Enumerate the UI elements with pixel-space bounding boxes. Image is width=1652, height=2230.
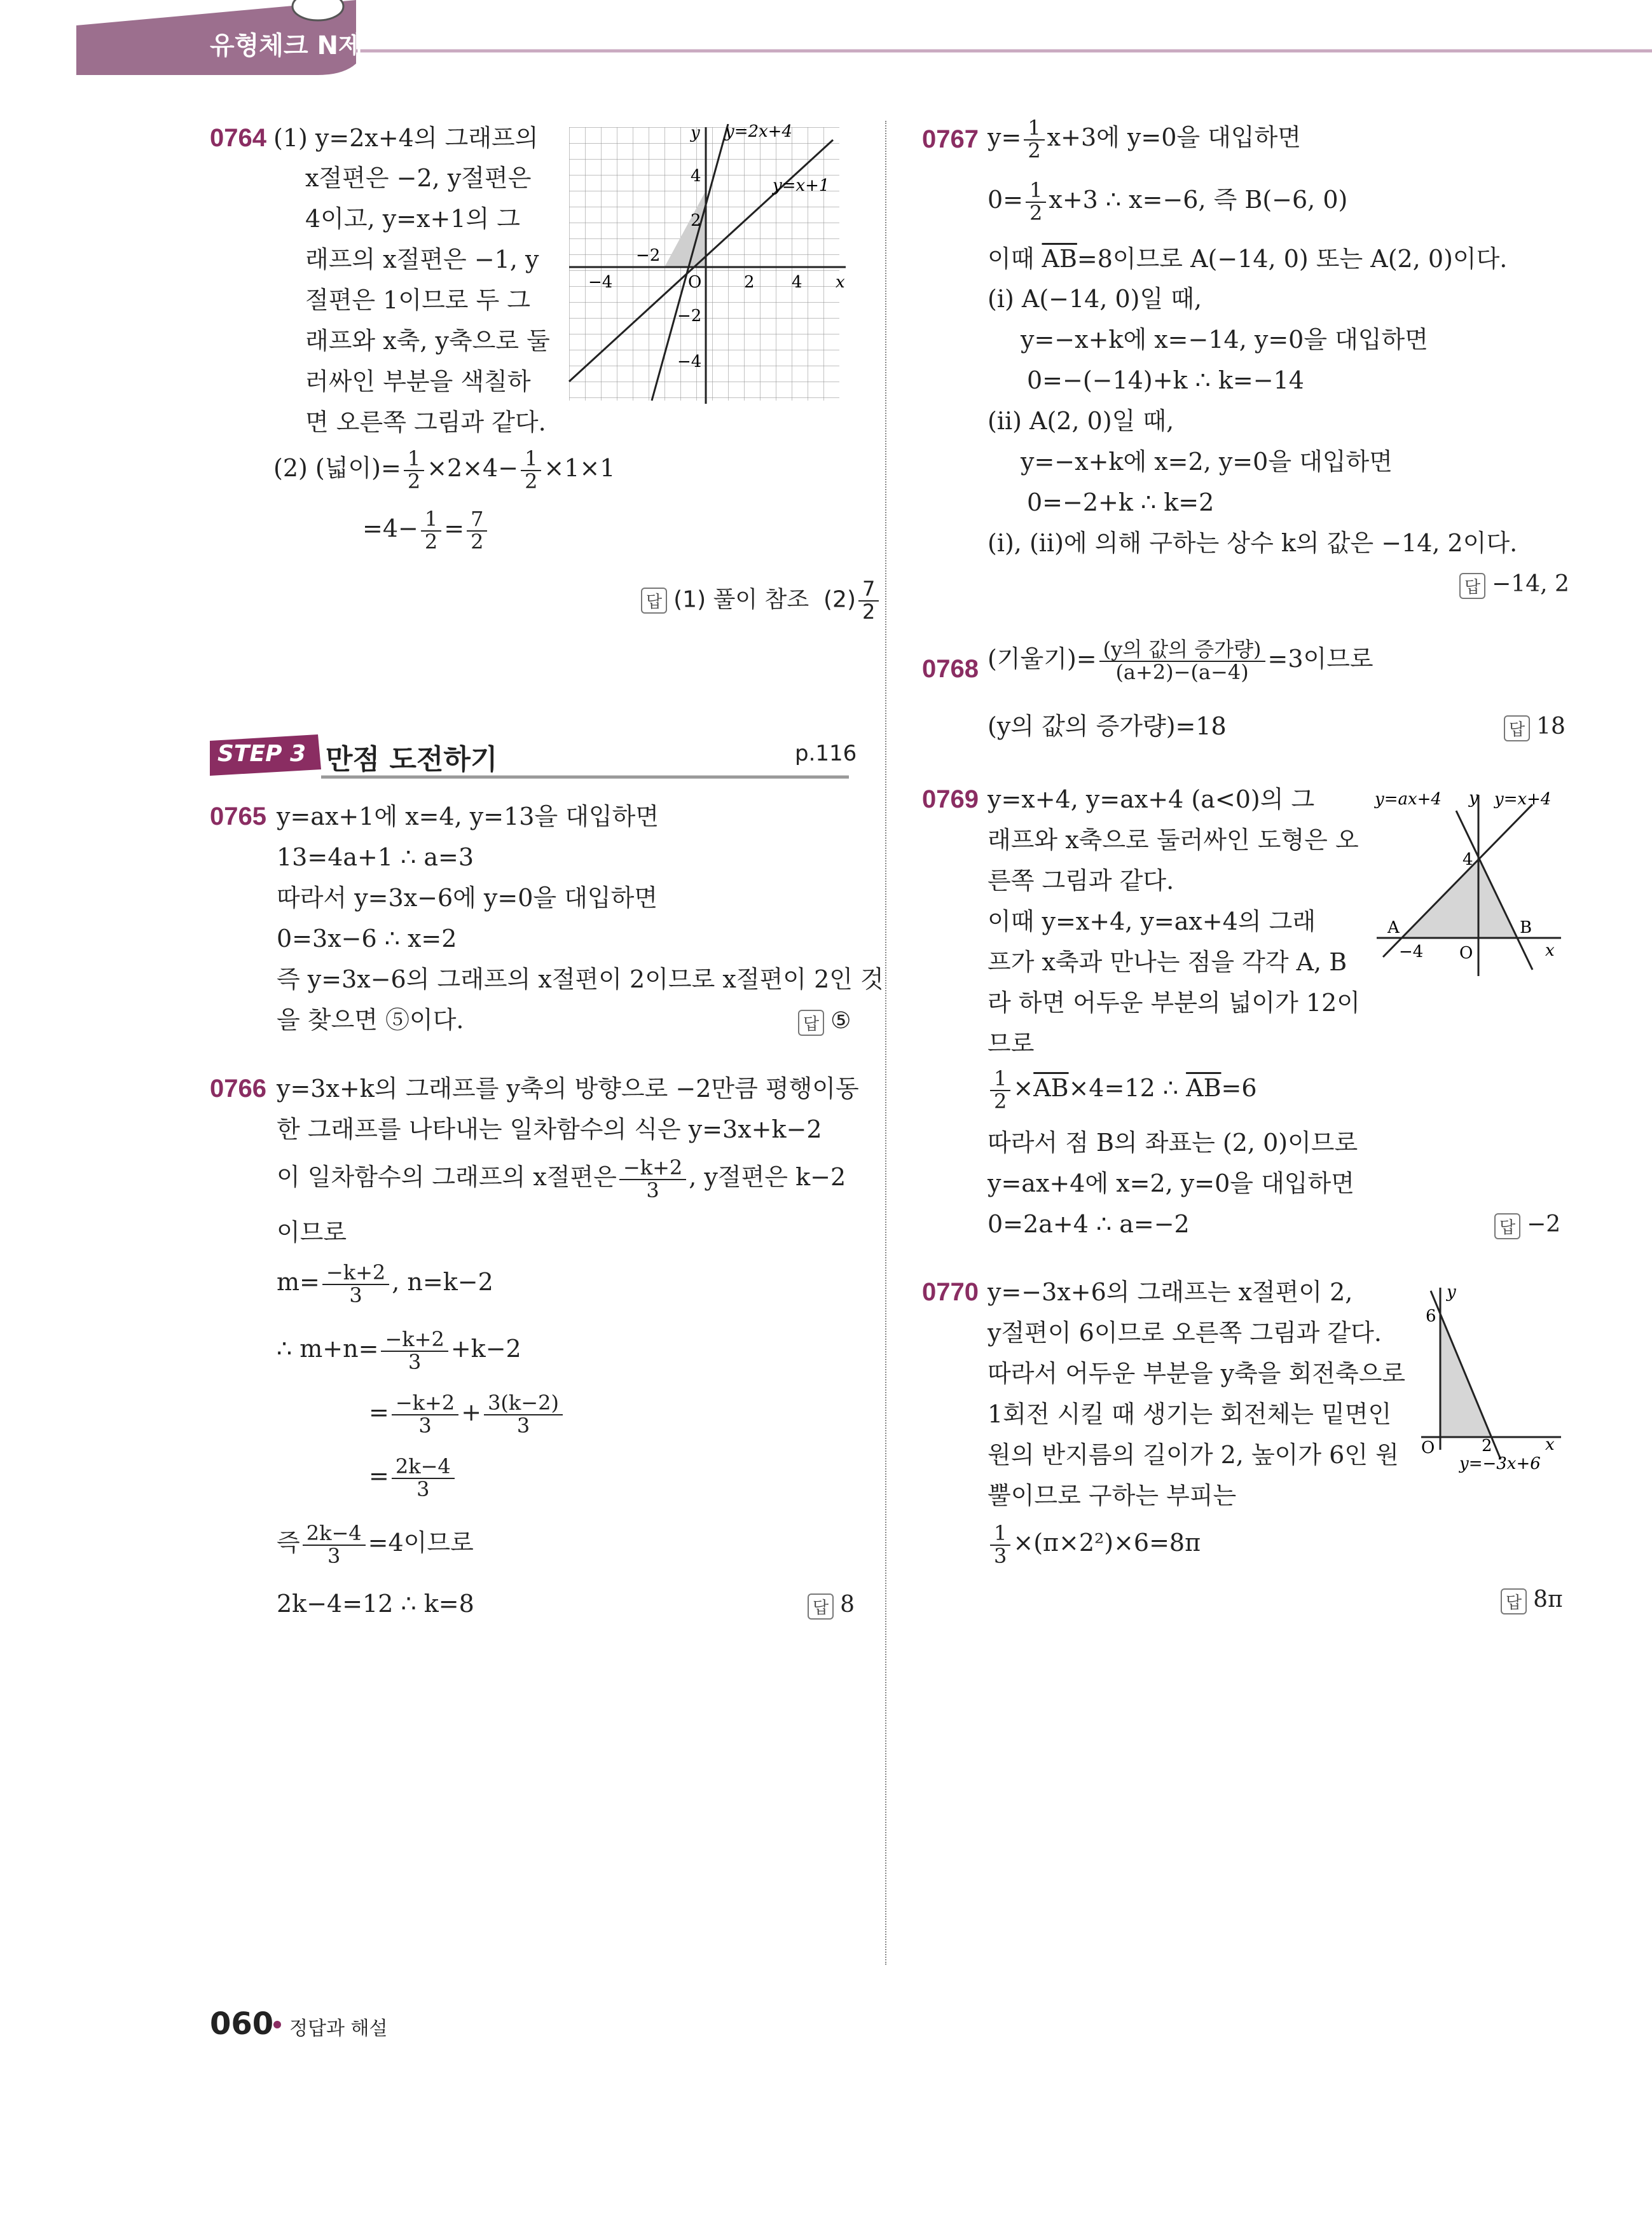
text-line: 래프와 x축으로 둘러싸인 도형은 오 [988, 826, 1359, 854]
fraction: $\frac{-k+2}{3}$ [619, 1157, 686, 1201]
fraction: $\frac{7}{2}$ [858, 579, 879, 623]
line-label: y=x+4 [1494, 790, 1552, 809]
fraction: $\frac{1}{2}$ [521, 448, 541, 492]
text-line: 프가 x축과 만나는 점을 각각 A, B [988, 948, 1347, 976]
text-line: 따라서 y=3x−6에 y=0을 대입하면 [277, 884, 658, 912]
text-line: m= $\frac{-k+2}{3}$ , n=k−2 [277, 1260, 493, 1307]
text-line: ∴ m+n= $\frac{-k+2}{3}$ +k−2 [277, 1327, 521, 1374]
text-line: y=−x+k에 x=−14, y=0을 대입하면 [1021, 326, 1428, 354]
text-line: 래프의 x절편은 −1, y [305, 245, 539, 273]
text: ×2×4− [427, 454, 519, 483]
text-line: $\frac{1}{3}$ ×(π×2²)×6=8π [988, 1523, 1201, 1567]
graph-0769 [1373, 785, 1564, 976]
page-number: 060 [210, 2006, 274, 2042]
tick-label: −4 [1399, 942, 1424, 961]
text-line: 뿔이므로 구하는 부피는 [988, 1482, 1237, 1510]
fraction: $\frac{1}{2}$ [1026, 180, 1046, 224]
origin-label: O [1459, 944, 1473, 963]
point-a-label: A [1387, 918, 1400, 937]
answer-0770: 답 8π [1501, 1586, 1563, 1614]
footer-dot [273, 2021, 281, 2028]
text-line: 른쪽 그림과 같다. [988, 867, 1174, 895]
problem-number: 0765 [210, 802, 266, 830]
fraction: $\frac{3(k-2)}{3}$ [484, 1393, 563, 1436]
x-label: x [836, 273, 845, 292]
fraction: $\frac{\text{(y의 값의 증가량)}}{(a+2)-(a-4)}$ [1099, 639, 1265, 683]
text-line: y= $\frac{1}{2}$ x+3에 y=0을 대입하면 [988, 116, 1302, 163]
text-line: 13=4a+1 ∴ a=3 [277, 843, 474, 871]
problem-number: 0764 [210, 124, 266, 152]
fraction: $\frac{-k+2}{3}$ [322, 1262, 389, 1306]
text-line: 0=2a+4 ∴ a=−2 [988, 1210, 1190, 1238]
y-label: y [691, 124, 700, 142]
problem-number: 0769 [922, 785, 979, 813]
shaded-region [1402, 858, 1517, 938]
text-line: y=−3x+6의 그래프는 x절편이 2, [988, 1278, 1353, 1306]
text-line: $\frac{1}{2}$ $\times\overline{AB}\times 4=12$ ∴ $\overline{AB}=6$ [988, 1068, 1257, 1112]
text-line: 을 찾으면 ⑤이다. [277, 1006, 464, 1034]
fraction: $\frac{-k+2}{3}$ [392, 1393, 458, 1436]
problem-number: 0768 [922, 655, 979, 683]
text-line: x절편은 −2, y절편은 [305, 164, 532, 192]
area-equation [273, 448, 615, 492]
graph-0770 [1418, 1278, 1571, 1482]
text: ×1×1 [544, 454, 616, 483]
text-line: 따라서 점 B의 좌표는 (2, 0)이므로 [988, 1129, 1358, 1157]
text-line: 0= $\frac{1}{2}$ x+3 ∴ x=−6, 즉 B(−6, 0) [988, 178, 1348, 225]
area-equation-2 [362, 509, 490, 553]
text-line: 이므로 [277, 1218, 347, 1246]
text-line: (ⅰ) A(−14, 0)일 때, [988, 285, 1202, 313]
text-line: (기울기)= $\frac{\text{(y의 값의 증가량)}}{(a+2)-(a-4)}$ =3이므로 [988, 637, 1373, 684]
text-line: = $\frac{2k-4}{3}$ [369, 1456, 457, 1500]
text-line: 2k−4=12 ∴ k=8 [277, 1590, 474, 1618]
problem-number: 0766 [210, 1075, 266, 1103]
tick-label: 2 [691, 211, 701, 230]
text-line: 원의 반지름의 길이가 2, 높이가 6인 원 [988, 1441, 1399, 1469]
text-line: = $\frac{-k+2}{3}$ + $\frac{3(k-2)}{3}$ [369, 1393, 565, 1436]
origin-label: O [688, 273, 702, 292]
text-line: y=ax+4에 x=2, y=0을 대입하면 [988, 1169, 1354, 1197]
y-label: y [1447, 1283, 1456, 1302]
step-page-ref: p.116 [795, 741, 857, 766]
step-title: 만점 도전하기 [326, 743, 498, 776]
text-line: 0=−(−14)+k ∴ k=−14 [1027, 366, 1304, 394]
fraction: $\frac{1}{3}$ [990, 1523, 1010, 1567]
text-line: 0=3x−6 ∴ x=2 [277, 925, 457, 953]
text-line: y=ax+1에 x=4, y=13을 대입하면 [277, 802, 659, 830]
fraction: $\frac{1}{2}$ [421, 509, 441, 553]
origin-label: O [1421, 1438, 1435, 1457]
tick-label: −2 [636, 246, 661, 265]
text-line: 래프와 x축, y축으로 둘 [305, 327, 550, 355]
text-line: 즉 $\frac{2k-4}{3}$ =4이므로 [277, 1521, 474, 1568]
text-line: (1) y=2x+4의 그래프의 [273, 124, 539, 152]
header-bar [0, 0, 1652, 83]
tick-label: 4 [792, 273, 802, 292]
line-label: y=−3x+6 [1459, 1454, 1541, 1473]
answer-0769: 답 −2 [1494, 1211, 1560, 1239]
fraction: $\frac{2k-4}{3}$ [392, 1456, 455, 1500]
point-b-label: B [1520, 918, 1532, 937]
fraction: $\frac{2k-4}{3}$ [303, 1523, 366, 1567]
line-label: y=x+1 [773, 176, 830, 195]
fraction: $\frac{7}{2}$ [467, 509, 487, 553]
text-line: 러싸인 부분을 색칠하 [305, 368, 531, 396]
text-line: 이때 $\overline{AB}=8$이므로 A(−14, 0) 또는 A(2, 0)이다. [988, 245, 1508, 273]
footer-label: 정답과 해설 [289, 2018, 388, 2040]
fraction: $\frac{-k+2}{3}$ [381, 1329, 448, 1373]
tick-label: 6 [1426, 1307, 1436, 1326]
text-line: (y의 값의 증가량)=18 [988, 712, 1227, 740]
answer-0767: 답 −14, 2 [1459, 571, 1569, 599]
fraction: $\frac{1}{2}$ [404, 448, 424, 492]
tick-label: −2 [677, 306, 702, 326]
column-divider [885, 121, 886, 1965]
header-tab-label: 유형체크 N제 [210, 31, 363, 60]
x-label: x [1545, 941, 1555, 960]
graph-0764 [566, 124, 852, 410]
tick-label: −4 [588, 273, 613, 292]
text-line: y=−x+k에 x=2, y=0을 대입하면 [1021, 448, 1393, 476]
text-line: 이 일차함수의 그래프의 x절편은 $\frac{-k+2}{3}$ , y절편은 k−2 [277, 1155, 846, 1202]
tick-label: 2 [744, 273, 755, 292]
text-line: 이때 y=x+4, y=ax+4의 그래 [988, 907, 1316, 935]
step-badge: STEP 3 [217, 741, 306, 767]
y-label: y [1469, 788, 1478, 808]
answer-0768: 답 18 [1504, 713, 1566, 741]
text-line: 즉 y=3x−6의 그래프의 x절편이 2이므로 x절편이 2인 것 [277, 965, 884, 993]
text-line: 1회전 시킬 때 생기는 회전체는 밑면인 [988, 1400, 1392, 1428]
line-label: y=2x+4 [725, 124, 793, 141]
text-line: 절편은 1이므로 두 그 [305, 286, 531, 314]
text-line: y=x+4, y=ax+4 (a<0)의 그 [988, 785, 1315, 813]
text-line: 4이고, y=x+1의 그 [305, 205, 521, 233]
x-label: x [1545, 1435, 1555, 1454]
answer-0766: 답 8 [808, 1592, 855, 1620]
text: =4− [362, 514, 418, 543]
problem-number: 0770 [922, 1278, 979, 1306]
problem-number: 0767 [922, 125, 979, 153]
text-line: y절편이 6이므로 오른쪽 그림과 같다. [988, 1319, 1382, 1347]
text-line: 따라서 어두운 부분을 y축을 회전축으로 [988, 1359, 1406, 1387]
tick-label: 4 [691, 167, 701, 186]
text-line: 면 오른쪽 그림과 같다. [305, 408, 546, 436]
text-line: 라 하면 어두운 부분의 넓이가 12이 [988, 989, 1360, 1017]
tick-label: 4 [1463, 850, 1473, 869]
tick-label: −4 [677, 352, 702, 371]
text: = [444, 514, 465, 543]
tick-label: 2 [1482, 1436, 1492, 1456]
text-line: 므로 [988, 1029, 1035, 1057]
text-line: y=3x+k의 그래프를 y축의 방향으로 −2만큼 평행이동 [277, 1075, 859, 1103]
line-label: y=ax+4 [1375, 790, 1442, 809]
answer-0764: 답 (1) 풀이 참조 (2) $\frac{7}{2}$ [641, 579, 881, 623]
text-line: (ⅰ), (ⅱ)에 의해 구하는 상수 k의 값은 −14, 2이다. [988, 529, 1518, 557]
text-line: (ⅱ) A(2, 0)일 때, [988, 407, 1174, 435]
fraction: $\frac{1}{2}$ [990, 1068, 1010, 1112]
text: (2) (넓이)= [273, 454, 401, 483]
answer-0765: 답 ⑤ [798, 1008, 851, 1036]
fraction: $\frac{1}{2}$ [1024, 118, 1044, 162]
text-line: 0=−2+k ∴ k=2 [1027, 488, 1215, 516]
text-line: 한 그래프를 나타내는 일차함수의 식은 y=3x+k−2 [277, 1115, 822, 1143]
